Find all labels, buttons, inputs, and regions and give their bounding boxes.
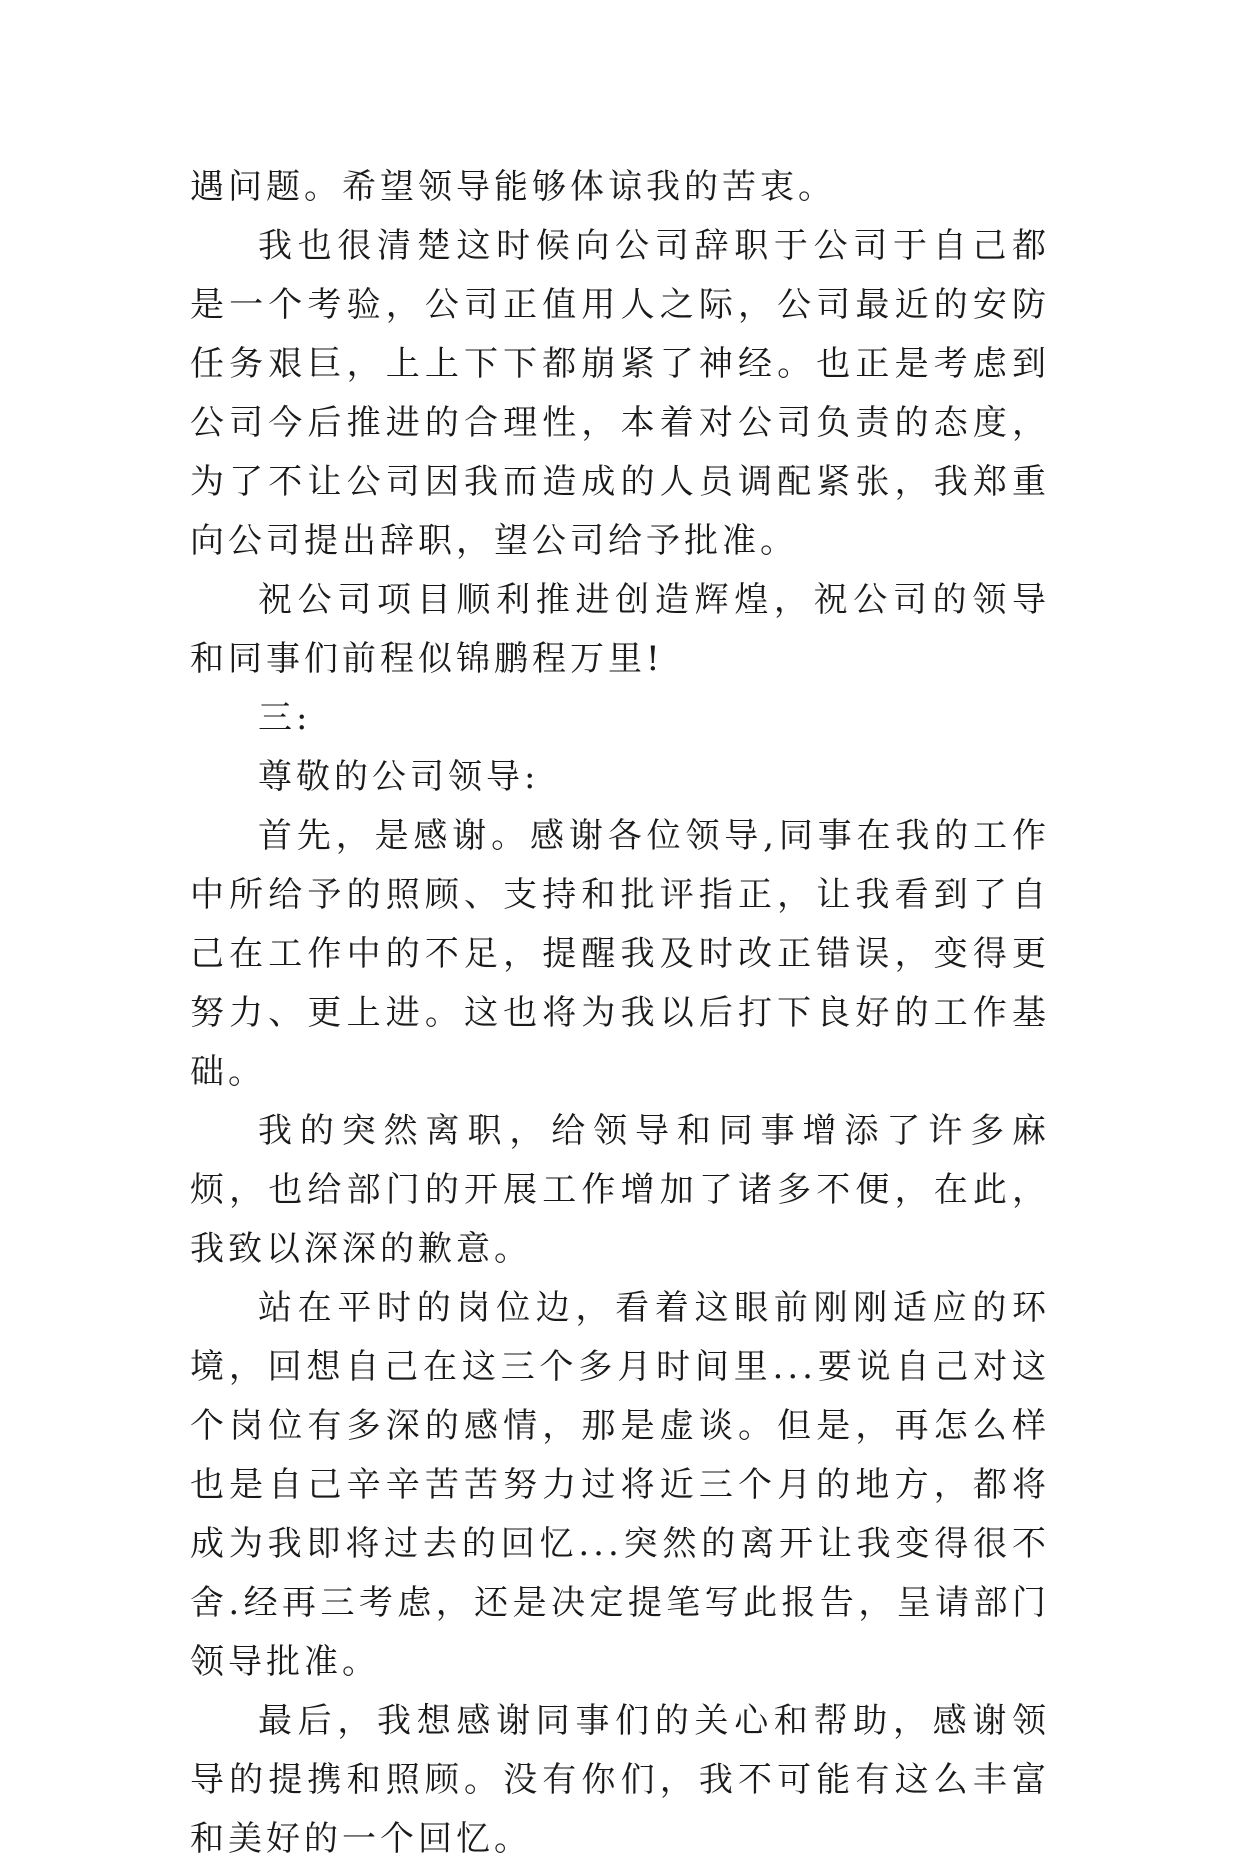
paragraph-thanks: 首先，是感谢。感谢各位领导,同事在我的工作中所给予的照顾、支持和批评指正，让我看到了自己在工作中的不足，提醒我及时改正错误，变得更努力、更上进。这也将为我以后打下良好的工作基础。 [190,816,1050,1092]
section-heading-three: 三: [258,698,312,738]
paragraph-continuation: 遇问题。希望领导能够体谅我的苦衷。 [190,167,836,207]
paragraph-closing: 最后，我想感谢同事们的关心和帮助，感谢领导的提携和照顾。没有你们，我不可能有这么丰富和美好的一个回忆。 [190,1701,1050,1859]
paragraph-reflection: 站在平时的岗位边，看着这眼前刚刚适应的环境，回想自己在这三个多月时间里...要说自己对这个岗位有多深的感情，那是虚谈。但是，再怎么样也是自己辛辛苦苦努力过将近三个月的地方，都将成为我即将过去的回忆...突然的离开让我变得很不舍.经再三考虑，还是决定提笔写此报告，呈请部门领导批准。 [190,1288,1050,1682]
document-body [190,158,1050,1869]
paragraph-blessing: 祝公司项目顺利推进创造辉煌，祝公司的领导和同事们前程似锦鹏程万里! [190,580,1050,679]
salutation: 尊敬的公司领导: [258,757,540,797]
paragraph-resignation-reason: 我也很清楚这时候向公司辞职于公司于自己都是一个考验，公司正值用人之际，公司最近的安防任务艰巨，上上下下都崩紧了神经。也正是考虑到公司今后推进的合理性，本着对公司负责的态度，为了不让公司因我而造成的人员调配紧张，我郑重向公司提出辞职，望公司给予批准。 [190,226,1050,561]
paragraph-apology: 我的突然离职，给领导和同事增添了许多麻烦，也给部门的开展工作增加了诸多不便，在此，我致以深深的歉意。 [190,1111,1050,1269]
